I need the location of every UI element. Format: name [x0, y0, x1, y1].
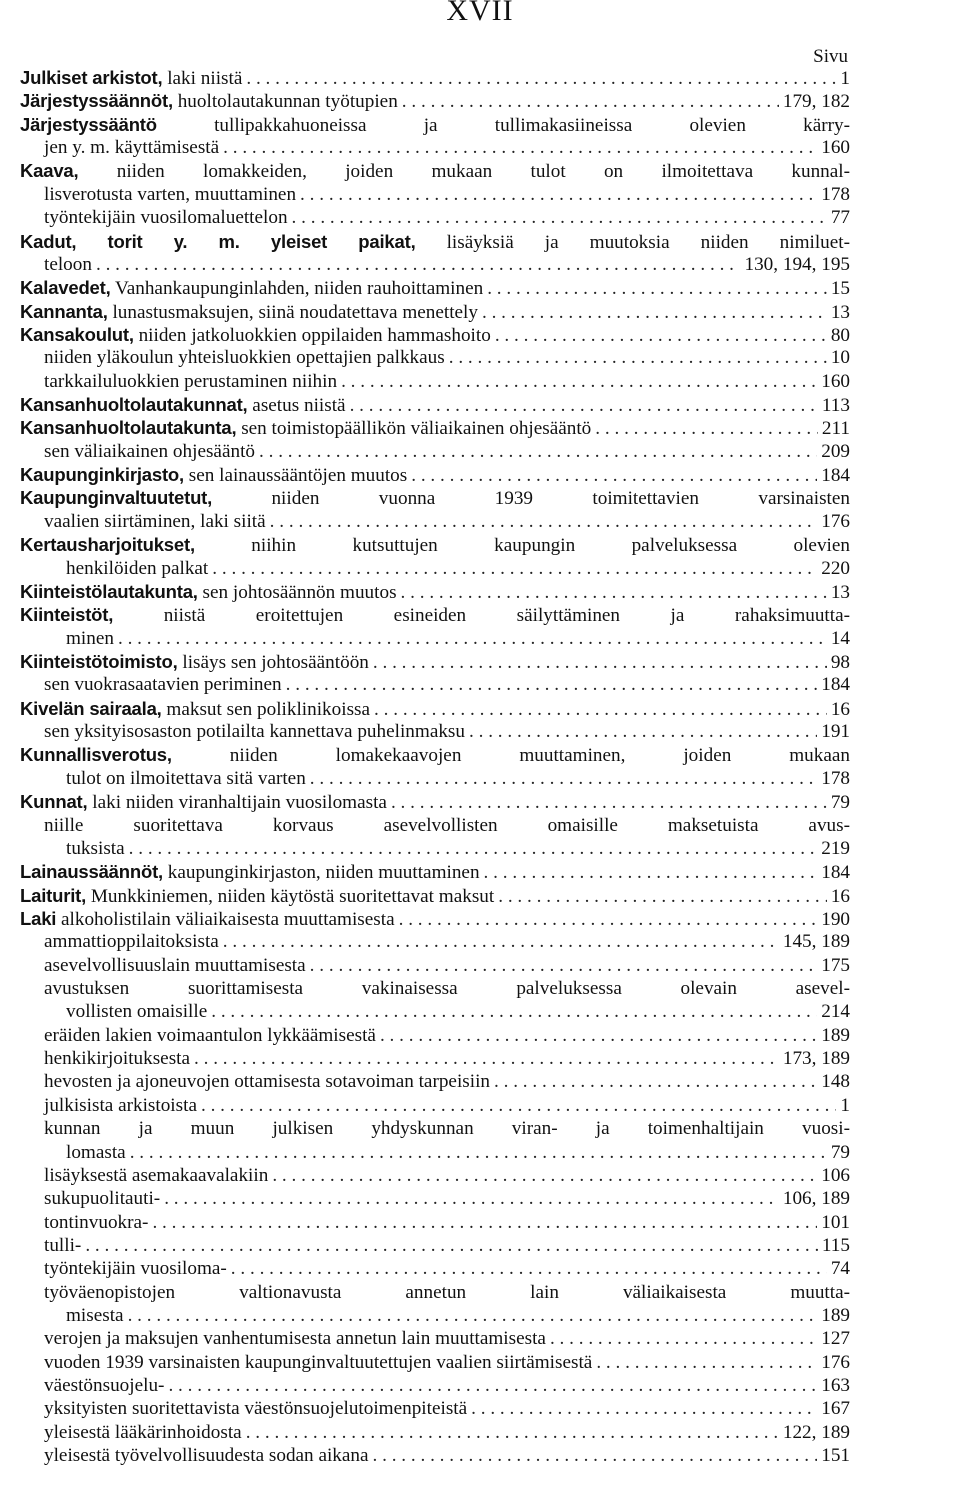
entry-text-group — [66, 1000, 207, 1023]
entry-text: kaupunginkirjaston, niiden muuttaminen — [162, 862, 480, 884]
entry-headword: Kaupunginvaltuutetut, — [20, 487, 213, 509]
entry-text-group — [20, 790, 387, 814]
index-entry — [20, 1397, 850, 1420]
entry-text: julkisista arkistoista — [44, 1094, 197, 1116]
entry-text: työntekijäin vuosilomaluettelon — [44, 207, 288, 229]
dot-leader — [373, 1444, 818, 1467]
index-entry — [20, 627, 850, 650]
entry-page-number: 214 — [821, 1001, 850, 1023]
dot-leader — [300, 183, 817, 206]
dot-leader — [212, 557, 817, 580]
entry-text-group — [66, 1304, 124, 1327]
entry-page-number: 151 — [821, 1445, 850, 1467]
dot-leader — [211, 1000, 817, 1023]
dot-leader — [449, 346, 827, 369]
index-entry — [20, 1234, 850, 1257]
entry-text-group — [44, 1257, 227, 1280]
entry-text-group — [20, 884, 494, 908]
index-entry — [20, 907, 850, 930]
entry-headword: Laki — [20, 907, 57, 929]
entry-text-group — [44, 440, 255, 463]
entry-page-number: 219 — [821, 837, 850, 859]
index-entry — [20, 1117, 850, 1140]
entry-text-group — [20, 907, 395, 931]
entry-page-number: 189 — [821, 1305, 850, 1327]
index-entries — [20, 66, 850, 1468]
entry-text: avustuksen suorittamisesta vakinaisessa palveluksessa olevain asevel- — [44, 978, 850, 1000]
entry-text-group — [44, 1374, 164, 1397]
dot-leader — [85, 1234, 818, 1257]
entry-text-group — [44, 1187, 160, 1210]
entry-text: tontinvuokra- — [44, 1211, 149, 1233]
entry-headword: Kannanta, — [20, 300, 108, 322]
entry-text-group — [44, 673, 282, 696]
entry-text: lisäyksiä ja muutoksia niiden nimiluet- — [415, 231, 850, 253]
entry-page-number: 74 — [830, 1258, 850, 1280]
entry-headword: Kiinteistölautakunta, — [20, 580, 198, 602]
index-entry — [20, 1421, 850, 1444]
index-entry — [20, 300, 850, 323]
entry-text-group — [44, 253, 92, 276]
dot-leader — [270, 510, 818, 533]
entry-page-number: 15 — [830, 278, 850, 300]
dot-leader — [130, 1141, 827, 1164]
entry-text: lomasta — [66, 1141, 126, 1163]
entry-text-group — [20, 89, 398, 113]
entry-page-number: 127 — [821, 1328, 850, 1350]
index-entry — [20, 253, 850, 276]
dot-leader — [596, 1351, 817, 1374]
entry-headword: Järjestyssäännöt, — [20, 90, 173, 112]
entry-headword: Kiinteistötoimisto, — [20, 650, 178, 672]
index-entry — [20, 370, 850, 393]
entry-text: tullipakkahuoneissa ja tullimakasiineissa olevien kärry- — [156, 114, 850, 136]
entry-text-group — [44, 1211, 148, 1234]
index-entry — [20, 743, 850, 766]
entry-text: lisäyksestä asemakaavalakiin — [44, 1164, 269, 1186]
dot-leader — [471, 1397, 817, 1420]
entry-page-number: 211 — [821, 418, 850, 440]
entry-text: työväenopistojen valtionavusta annetun lain väliaikaisesta muutta- — [44, 1281, 850, 1303]
entry-page-number: 178 — [821, 767, 850, 789]
entry-text: vollisten omaisille — [66, 1001, 208, 1023]
dot-leader — [194, 1047, 779, 1070]
entry-page-number: 175 — [821, 954, 850, 976]
entry-page-number: 176 — [821, 1351, 850, 1373]
entry-page-number: 209 — [821, 440, 850, 462]
entry-text-group — [44, 1351, 592, 1374]
index-entry — [20, 1374, 850, 1397]
entry-page-number: 189 — [821, 1024, 850, 1046]
entry-text-group — [44, 720, 465, 743]
entry-text-group — [44, 183, 296, 206]
entry-text: niiden vuonna 1939 toimitettavien varsinaisten — [212, 488, 850, 510]
dot-leader — [292, 206, 827, 229]
index-entry — [20, 930, 850, 953]
index-entry — [20, 533, 850, 556]
index-entry — [20, 276, 850, 299]
entry-headword: Kansakoulut, — [20, 323, 134, 345]
entry-page-number: 160 — [821, 137, 850, 159]
entry-text: sen yksityisosaston potilailta kannettava puhelinmaksu — [44, 721, 465, 743]
entry-page-number: 176 — [821, 510, 850, 532]
entry-page-number: 13 — [830, 301, 850, 323]
entry-page-number: 145, 189 — [782, 931, 850, 953]
index-entry — [20, 510, 850, 533]
index-entry — [20, 884, 850, 907]
entry-headword: Kadut, torit y. m. yleiset paikat, — [20, 230, 416, 252]
index-entry — [20, 113, 850, 136]
entry-headword: Järjestyssääntö — [20, 113, 157, 135]
entry-headword: Kivelän sairaala, — [20, 697, 162, 719]
entry-page-number: 13 — [830, 581, 850, 603]
dot-leader — [96, 253, 741, 276]
dot-leader — [482, 301, 827, 324]
index-entry — [20, 1094, 850, 1117]
entry-page-number: 79 — [830, 792, 850, 814]
index-entry — [20, 1047, 850, 1070]
entry-text: sukupuolitauti- — [44, 1188, 161, 1210]
entry-text-group — [20, 393, 346, 417]
index-entry — [20, 720, 850, 743]
entry-headword: Julkiset arkistot, — [20, 67, 163, 88]
entry-text: asevelvollisuuslain muuttamisesta — [44, 954, 306, 976]
entry-text-group — [20, 697, 370, 721]
entry-page-number: 101 — [821, 1211, 850, 1233]
index-entry — [20, 860, 850, 883]
entry-headword: Kansanhuoltolautakunnat, — [20, 394, 248, 416]
entry-page-number: 163 — [821, 1375, 850, 1397]
entry-text: tuksista — [66, 837, 125, 859]
entry-page-number: 130, 194, 195 — [744, 253, 850, 275]
entry-text-group — [20, 463, 407, 487]
entry-text-group — [20, 276, 483, 300]
dot-leader — [272, 1164, 817, 1187]
dot-leader — [595, 417, 818, 440]
entry-text: teloon — [44, 253, 92, 275]
dot-leader — [310, 954, 818, 977]
entry-text-group — [20, 66, 242, 90]
index-entry — [20, 136, 850, 159]
entry-page-number: 173, 189 — [782, 1048, 850, 1070]
dot-leader — [168, 1374, 817, 1397]
entry-text: jen y. m. käyttämisestä — [44, 137, 220, 159]
entry-page-number: 190 — [821, 908, 850, 930]
entry-text: laki niiden viranhaltijain vuosilomasta — [87, 792, 387, 814]
dot-leader — [411, 464, 817, 487]
index-entry — [20, 1327, 850, 1350]
entry-page-number: 184 — [821, 674, 850, 696]
index-entry — [20, 1164, 850, 1187]
dot-leader — [164, 1187, 779, 1210]
entry-text: tulot on ilmoitettava sitä varten — [66, 767, 306, 789]
entry-page-number: 167 — [821, 1398, 850, 1420]
entry-text: työntekijäin vuosiloma- — [44, 1258, 227, 1280]
entry-text: niihin kutsuttujen kaupungin palveluksessa olevien — [194, 535, 850, 557]
entry-page-number: 16 — [830, 885, 850, 907]
index-entry — [20, 1351, 850, 1374]
entry-text: ammattioppilaitoksista — [44, 931, 219, 953]
entry-headword: Kertausharjoitukset, — [20, 534, 195, 556]
dot-leader — [129, 837, 818, 860]
entry-headword: Kunnallisverotus, — [20, 744, 172, 766]
entry-text-group — [44, 510, 266, 533]
entry-page-number: 1 — [840, 1094, 850, 1116]
entry-text: väestönsuojelu- — [44, 1375, 165, 1397]
entry-text-group — [66, 767, 306, 790]
entry-text-group — [44, 1397, 467, 1420]
entry-text: niiden lomakkeiden, joiden mukaan tulot on ilmoitettava kunnal- — [78, 161, 850, 183]
index-entry — [20, 206, 850, 229]
dot-leader — [380, 1024, 817, 1047]
dot-leader — [550, 1327, 817, 1350]
entry-page-number: 184 — [821, 862, 850, 884]
index-entry — [20, 1024, 850, 1047]
dot-leader — [128, 1304, 818, 1327]
entry-text-group — [44, 1327, 546, 1350]
entry-text-group — [44, 954, 306, 977]
entry-page-number: 148 — [821, 1071, 850, 1093]
entry-text: laki niistä — [162, 68, 243, 89]
entry-text: niiden lomakekaavojen muuttaminen, joiden mukaan — [171, 745, 850, 767]
entry-text: alkoholistilain väliaikaisesta muuttamisesta — [56, 908, 395, 930]
entry-text: sen toimistopäällikön väliaikainen ohjesääntö — [236, 418, 592, 440]
entry-headword: Kunnat, — [20, 791, 88, 813]
entry-page-number: 160 — [821, 370, 850, 392]
entry-text: niiden jatkoluokkien oppilaiden hammashoito — [133, 324, 491, 346]
dot-leader — [286, 673, 818, 696]
entry-text: kunnan ja muun julkisen yhdyskunnan viran- ja toimenhaltijain vuosi- — [44, 1118, 850, 1140]
entry-text: huoltolautakunnan työtupien — [172, 91, 398, 113]
entry-page-number: 98 — [830, 651, 850, 673]
entry-page-number: 1 — [840, 68, 850, 89]
entry-text-group — [44, 370, 337, 393]
entry-page-number: 178 — [821, 183, 850, 205]
entry-page-number: 79 — [830, 1141, 850, 1163]
entry-text-group — [44, 1047, 190, 1070]
entry-page-number: 80 — [830, 324, 850, 346]
page-roman-numeral: XVII — [446, 0, 514, 27]
entry-text-group — [20, 300, 478, 324]
entry-text-group — [44, 136, 219, 159]
entry-text: hevosten ja ajoneuvojen ottamisesta sotavoiman tarpeisiin — [44, 1071, 490, 1093]
index-entry — [20, 346, 850, 369]
entry-text: yleisestä lääkärinhoidosta — [44, 1421, 242, 1443]
entry-text-group — [44, 1234, 81, 1257]
entry-text-group — [20, 580, 397, 604]
entry-text: lisäys sen johtosääntöön — [177, 651, 369, 673]
index-entry — [20, 159, 850, 182]
entry-text: henkikirjoituksesta — [44, 1048, 191, 1070]
entry-page-number: 113 — [821, 395, 850, 417]
index-entry — [20, 814, 850, 837]
entry-page-number: 115 — [821, 1234, 850, 1256]
entry-headword: Kalavedet, — [20, 277, 111, 299]
dot-leader — [402, 90, 779, 113]
entry-text: vaalien siirtäminen, laki siitä — [44, 510, 266, 532]
entry-text-group — [44, 206, 288, 229]
index-entry — [20, 230, 850, 253]
dot-leader — [223, 930, 779, 953]
dot-leader — [374, 698, 827, 721]
dot-leader — [223, 136, 817, 159]
entry-text: niistä eroitettujen esineiden säilyttäminen ja rahaksimuutta- — [113, 605, 850, 627]
index-entry — [20, 89, 850, 112]
entry-text: niille suoritettava korvaus asevelvollisten omaisille maksetuista avus- — [44, 814, 850, 836]
entry-text-group — [44, 1421, 242, 1444]
entry-page-number: 106, 189 — [782, 1188, 850, 1210]
index-entry — [20, 1257, 850, 1280]
entry-text-group — [20, 416, 591, 440]
index-entry — [20, 650, 850, 673]
entry-text: sen johtosäännön muutos — [197, 581, 397, 603]
entry-page-number: 14 — [830, 627, 850, 649]
dot-leader — [310, 767, 817, 790]
index-entry — [20, 954, 850, 977]
dot-leader — [495, 324, 827, 347]
entry-text-group — [20, 323, 491, 347]
index-entry — [20, 767, 850, 790]
entry-page-number: 122, 189 — [782, 1421, 850, 1443]
entry-text: sen väliaikainen ohjesääntö — [44, 440, 255, 462]
entry-text: Munkkiniemen, niiden käytöstä suoritettavat maksut — [86, 885, 495, 907]
dot-leader — [259, 440, 817, 463]
dot-leader — [469, 720, 817, 743]
index-entry — [20, 580, 850, 603]
entry-headword: Laiturit, — [20, 884, 87, 906]
index-entry — [20, 66, 850, 89]
entry-text-group — [44, 930, 219, 953]
entry-text: maksut sen poliklinikoissa — [161, 698, 371, 720]
entry-text-group — [20, 860, 480, 884]
index-entry — [20, 1444, 850, 1467]
index-entry — [20, 603, 850, 626]
entry-text: niiden yläkoulun yhteisluokkien opettajien palkkaus — [44, 347, 445, 369]
entry-text: tarkkailuluokkien perustaminen niihin — [44, 370, 338, 392]
index-entry — [20, 790, 850, 813]
entry-text-group — [66, 1141, 126, 1164]
entry-headword: Kansanhuoltolautakunta, — [20, 417, 237, 439]
index-entry — [20, 393, 850, 416]
entry-text-group — [44, 1070, 490, 1093]
entry-headword: Kaupunginkirjasto, — [20, 464, 184, 486]
index-entry — [20, 1141, 850, 1164]
dot-leader — [341, 370, 817, 393]
dot-leader — [231, 1257, 827, 1280]
dot-leader — [350, 394, 818, 417]
entry-text: asetus niistä — [247, 395, 346, 417]
index-entry — [20, 323, 850, 346]
dot-leader — [201, 1094, 836, 1117]
entry-text: vuoden 1939 varsinaisten kaupunginvaltuutettujen vaalien siirtämisestä — [44, 1351, 593, 1373]
entry-text-group — [44, 1164, 268, 1187]
entry-text: verojen ja maksujen vanhentumisesta annetun lain muuttamisesta — [44, 1328, 546, 1350]
dot-leader — [152, 1211, 817, 1234]
entry-text-group — [20, 650, 369, 674]
index-entry — [20, 1304, 850, 1327]
entry-text: sen vuokrasaatavien periminen — [44, 674, 282, 696]
dot-leader — [401, 581, 827, 604]
entry-page-number: 16 — [830, 698, 850, 720]
index-entry — [20, 1000, 850, 1023]
entry-text: yksityisten suoritettavista väestönsuojelutoimenpiteistä — [44, 1398, 468, 1420]
entry-page-number: 184 — [821, 465, 850, 487]
index-entry — [20, 673, 850, 696]
index-entry — [20, 837, 850, 860]
index-entry — [20, 977, 850, 1000]
entry-text-group — [44, 1024, 376, 1047]
dot-leader — [118, 627, 827, 650]
index-entry — [20, 1281, 850, 1304]
entry-page-number: 191 — [821, 721, 850, 743]
dot-leader — [399, 908, 818, 931]
index-entry — [20, 557, 850, 580]
entry-headword: Kiinteistöt, — [20, 604, 114, 626]
index-entry — [20, 440, 850, 463]
dot-leader — [487, 277, 827, 300]
dot-leader — [484, 861, 818, 884]
entry-text: Vanhankaupunginlahden, niiden rauhoittaminen — [110, 278, 484, 300]
dot-leader — [373, 651, 827, 674]
entry-page-number: 106 — [821, 1164, 850, 1186]
dot-leader — [246, 1421, 779, 1444]
entry-text-group — [44, 1094, 197, 1117]
dot-leader — [391, 791, 827, 814]
entry-page-number: 220 — [821, 557, 850, 579]
index-entry — [20, 1070, 850, 1093]
entry-text: minen — [66, 627, 114, 649]
index-entry — [20, 416, 850, 439]
entry-text: tulli- — [44, 1234, 82, 1256]
entry-text: yleisestä työvelvollisuudesta sodan aikana — [44, 1445, 369, 1467]
dot-leader — [246, 67, 836, 90]
entry-text-group — [66, 627, 114, 650]
entry-text: sen lainaussääntöjen muutos — [183, 465, 408, 487]
index-entry — [20, 697, 850, 720]
entry-page-number: 77 — [830, 207, 850, 229]
entry-text-group — [66, 557, 208, 580]
index-entry — [20, 1187, 850, 1210]
entry-page-number: 179, 182 — [782, 91, 850, 113]
entry-text: henkilöiden palkat — [66, 557, 209, 579]
entry-text-group — [66, 837, 125, 860]
index-entry — [20, 486, 850, 509]
entry-text-group — [44, 1444, 369, 1467]
entry-text: eräiden lakien voimaantulon lykkäämisestä — [44, 1024, 376, 1046]
entry-page-number: 10 — [830, 347, 850, 369]
entry-headword: Kaava, — [20, 160, 79, 182]
index-entry — [20, 463, 850, 486]
dot-leader — [498, 885, 827, 908]
entry-text: lisverotusta varten, muuttaminen — [44, 183, 297, 205]
entry-text: misesta — [66, 1305, 124, 1327]
entry-headword: Lainaussäännöt, — [20, 861, 163, 883]
entry-text-group — [44, 346, 445, 369]
dot-leader — [494, 1070, 817, 1093]
page-column-heading: Sivu — [813, 46, 848, 67]
index-entry — [20, 1211, 850, 1234]
entry-text: lunastusmaksujen, siinä noudatettava menettely — [107, 301, 478, 323]
index-entry — [20, 183, 850, 206]
